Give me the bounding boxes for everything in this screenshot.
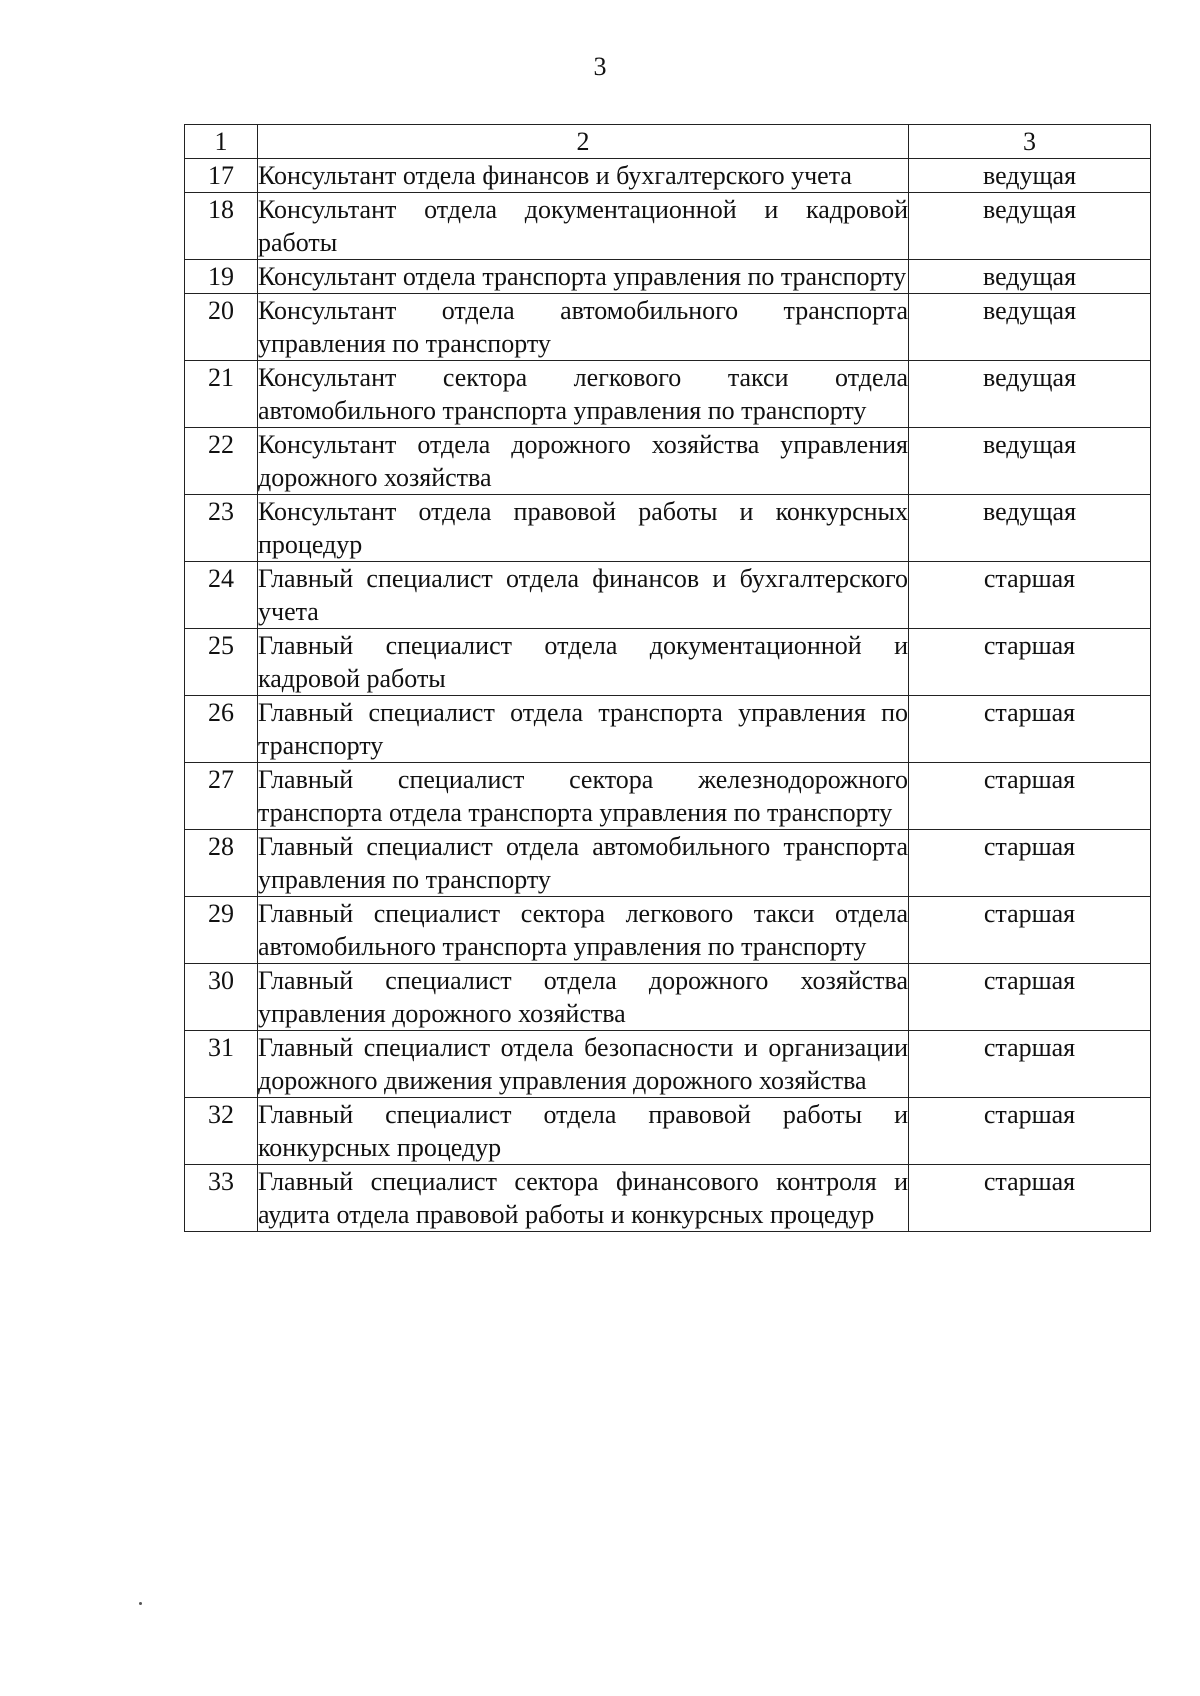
row-number: 22 [185,428,258,495]
table-row [185,964,1151,1031]
row-number: 25 [185,629,258,696]
row-number: 28 [185,830,258,897]
position-title: Главный специалист отдела безопасности и организации дорожного движения управления дорожного хозяйства [258,1031,909,1098]
row-number: 24 [185,562,258,629]
table-row [185,361,1151,428]
position-title: Консультант сектора легкового такси отдела автомобильного транспорта управления по транспорту [258,361,909,428]
row-number: 19 [185,260,258,294]
position-group: старшая [909,1098,1151,1165]
position-group: ведущая [909,193,1151,260]
table-row [185,1165,1151,1232]
position-group: ведущая [909,428,1151,495]
row-number: 26 [185,696,258,763]
position-title: Главный специалист отдела дорожного хозяйства управления дорожного хозяйства [258,964,909,1031]
position-group: старшая [909,763,1151,830]
position-title: Главный специалист отдела автомобильного транспорта управления по транспорту [258,830,909,897]
position-group: старшая [909,562,1151,629]
scan-artifact-dot [139,1602,142,1605]
position-group: старшая [909,1165,1151,1232]
page-number: 3 [593,52,607,81]
position-group: старшая [909,897,1151,964]
position-title: Главный специалист сектора железнодорожного транспорта отдела транспорта управления по транспорту [258,763,909,830]
position-title: Консультант отдела правовой работы и конкурсных процедур [258,495,909,562]
row-number: 33 [185,1165,258,1232]
position-group: старшая [909,1031,1151,1098]
row-number: 29 [185,897,258,964]
table-row [185,159,1151,193]
row-number: 18 [185,193,258,260]
row-number: 32 [185,1098,258,1165]
table-row [185,562,1151,629]
position-group: ведущая [909,495,1151,562]
position-title: Консультант отдела финансов и бухгалтерского учета [258,159,909,193]
table-header-row [185,125,1151,159]
row-number: 27 [185,763,258,830]
table-row [185,629,1151,696]
position-group: старшая [909,629,1151,696]
table-row [185,1098,1151,1165]
table-row [185,294,1151,361]
table-row [185,1031,1151,1098]
column-header-group: 3 [909,125,1151,159]
position-group: старшая [909,830,1151,897]
position-title: Главный специалист сектора легкового такси отдела автомобильного транспорта управления по транспорту [258,897,909,964]
table-row [185,763,1151,830]
row-number: 23 [185,495,258,562]
position-group: ведущая [909,294,1151,361]
position-title: Главный специалист отдела транспорта управления по транспорту [258,696,909,763]
row-number: 20 [185,294,258,361]
table-row [185,830,1151,897]
table-row [185,696,1151,763]
row-number: 21 [185,361,258,428]
table-row [185,260,1151,294]
position-title: Консультант отдела документационной и кадровой работы [258,193,909,260]
position-title: Консультант отдела дорожного хозяйства управления дорожного хозяйства [258,428,909,495]
row-number: 30 [185,964,258,1031]
position-group: старшая [909,696,1151,763]
position-title: Главный специалист отдела финансов и бухгалтерского учета [258,562,909,629]
row-number: 17 [185,159,258,193]
position-title: Главный специалист отдела правовой работы и конкурсных процедур [258,1098,909,1165]
position-title: Консультант отдела транспорта управления по транспорту [258,260,909,294]
position-title: Главный специалист отдела документационной и кадровой работы [258,629,909,696]
table-row [185,428,1151,495]
table-row [185,495,1151,562]
table-row [185,193,1151,260]
position-title: Главный специалист сектора финансового контроля и аудита отдела правовой работы и конкурсных процедур [258,1165,909,1232]
position-group: ведущая [909,260,1151,294]
position-group: ведущая [909,159,1151,193]
column-header-position: 2 [258,125,909,159]
row-number: 31 [185,1031,258,1098]
table-row [185,897,1151,964]
position-group: ведущая [909,361,1151,428]
position-group: старшая [909,964,1151,1031]
column-header-number: 1 [185,125,258,159]
position-title: Консультант отдела автомобильного транспорта управления по транспорту [258,294,909,361]
positions-table [184,124,1151,1232]
